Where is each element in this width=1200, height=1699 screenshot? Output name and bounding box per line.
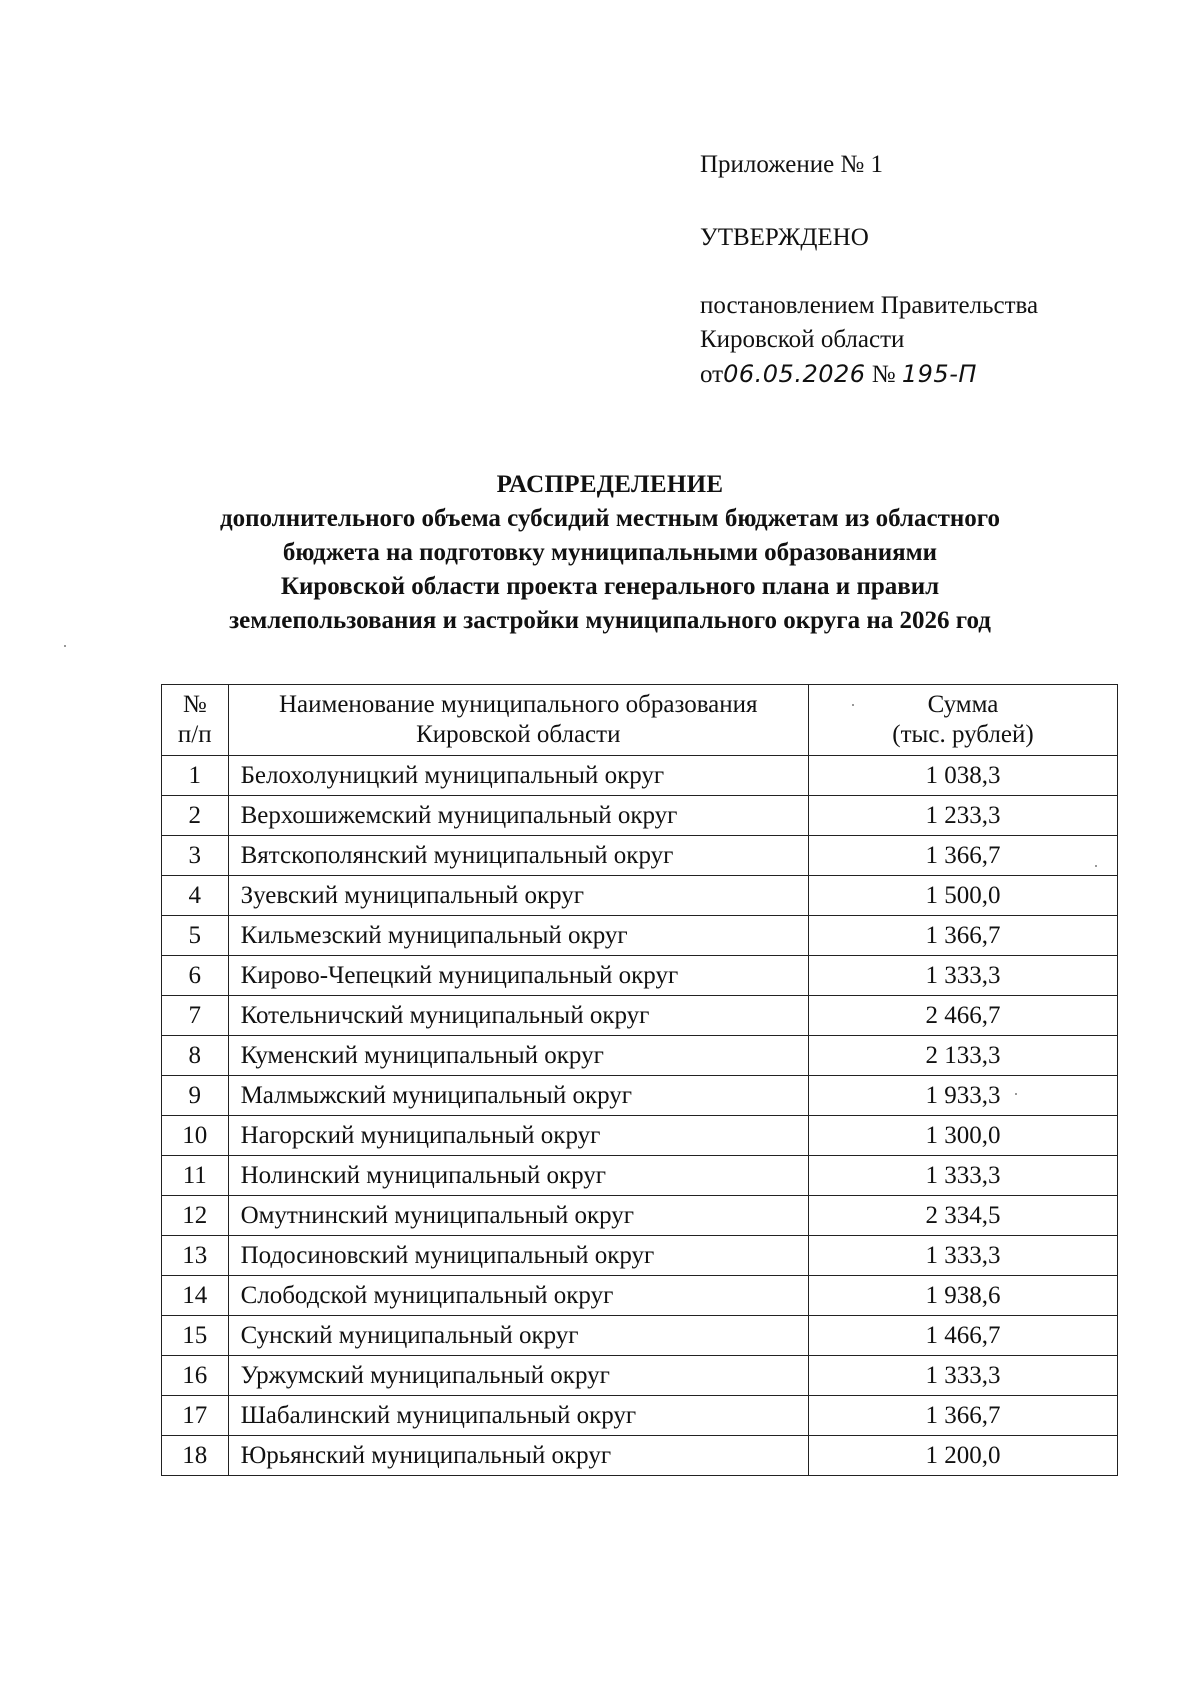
approved-label: УТВЕРЖДЕНО xyxy=(700,224,869,251)
table-row xyxy=(162,876,1118,916)
document-subtitle-line: Кировской области проекта генерального плана и правил xyxy=(280,573,940,600)
table-body xyxy=(162,756,1118,1476)
municipality-name: Подосиновский муниципальный округ xyxy=(228,1236,808,1276)
header-num-line-1: № xyxy=(182,691,207,718)
municipality-name: Зуевский муниципальный округ xyxy=(228,876,808,916)
subsidy-amount: 1 933,3 xyxy=(808,1076,1117,1116)
header-name-cell xyxy=(228,685,808,756)
subsidy-amount: 1 200,0 xyxy=(808,1436,1117,1476)
municipality-name: Верхошижемский муниципальный округ xyxy=(228,796,808,836)
subsidy-amount: 1 333,3 xyxy=(808,956,1117,996)
table-row xyxy=(162,956,1118,996)
municipality-name: Омутнинский муниципальный округ xyxy=(228,1196,808,1236)
decree-line-2: Кировской области xyxy=(700,326,905,353)
table-header-row xyxy=(162,685,1118,756)
table-header xyxy=(162,685,1118,756)
row-number: 12 xyxy=(162,1196,229,1236)
annex-label: Приложение № 1 xyxy=(700,151,884,178)
municipality-name: Вятскополянский муниципальный округ xyxy=(228,836,808,876)
decree-from-label: от xyxy=(700,361,724,388)
header-name-line-2: Кировской области xyxy=(416,721,621,748)
municipality-name: Юрьянский муниципальный округ xyxy=(228,1436,808,1476)
subsidy-amount: 2 334,5 xyxy=(808,1196,1117,1236)
subsidy-amount: 1 233,3 xyxy=(808,796,1117,836)
decree-number-label: № xyxy=(865,361,902,388)
scan-speck xyxy=(64,645,66,647)
header-name-line-1: Наименование муниципального образования xyxy=(278,691,758,718)
municipality-name: Белохолуницкий муниципальный округ xyxy=(228,756,808,796)
municipality-name: Малмыжский муниципальный округ xyxy=(228,1076,808,1116)
row-number: 9 xyxy=(162,1076,229,1116)
decree-reference xyxy=(700,289,1038,392)
table-row xyxy=(162,1116,1118,1156)
table-row xyxy=(162,836,1118,876)
municipality-name: Куменский муниципальный округ xyxy=(228,1036,808,1076)
subsidy-amount: 1 300,0 xyxy=(808,1116,1117,1156)
table-row xyxy=(162,1156,1118,1196)
header-sum-line-1: Сумма xyxy=(927,691,999,718)
decree-date: 06.05.2026 xyxy=(723,360,866,388)
table-row xyxy=(162,1036,1118,1076)
document-title-block xyxy=(150,468,1070,638)
row-number: 4 xyxy=(162,876,229,916)
subsidy-amount: 1 333,3 xyxy=(808,1156,1117,1196)
table-row xyxy=(162,1356,1118,1396)
table-row xyxy=(162,1436,1118,1476)
subsidy-amount: 1 938,6 xyxy=(808,1276,1117,1316)
table-row xyxy=(162,996,1118,1036)
municipality-name: Кирово-Чепецкий муниципальный округ xyxy=(228,956,808,996)
row-number: 17 xyxy=(162,1396,229,1436)
subsidy-amount: 1 333,3 xyxy=(808,1356,1117,1396)
municipality-name: Уржумский муниципальный округ xyxy=(228,1356,808,1396)
row-number: 7 xyxy=(162,996,229,1036)
decree-number: 195-П xyxy=(901,360,977,388)
municipality-name: Котельничский муниципальный округ xyxy=(228,996,808,1036)
header-num-cell xyxy=(162,685,229,756)
row-number: 5 xyxy=(162,916,229,956)
subsidy-amount: 1 366,7 xyxy=(808,836,1117,876)
table-row xyxy=(162,916,1118,956)
municipality-name: Кильмезский муниципальный округ xyxy=(228,916,808,956)
municipality-name: Нагорский муниципальный округ xyxy=(228,1116,808,1156)
document-subtitle-line: бюджета на подготовку муниципальными образованиями xyxy=(282,539,938,566)
decree-line-1: постановлением Правительства xyxy=(700,292,1039,319)
subsidy-amount: 1 333,3 xyxy=(808,1236,1117,1276)
row-number: 13 xyxy=(162,1236,229,1276)
row-number: 14 xyxy=(162,1276,229,1316)
table-row xyxy=(162,1396,1118,1436)
scan-speck xyxy=(1015,1093,1017,1095)
subsidy-amount: 1 038,3 xyxy=(808,756,1117,796)
decree-date-number-line xyxy=(700,357,1038,392)
subsidy-amount: 1 366,7 xyxy=(808,916,1117,956)
header-sum-line-2: (тыс. рублей) xyxy=(892,721,1034,748)
row-number: 10 xyxy=(162,1116,229,1156)
table-row xyxy=(162,756,1118,796)
row-number: 15 xyxy=(162,1316,229,1356)
document-subtitle-line: землепользования и застройки муниципального округа на 2026 год xyxy=(229,607,991,634)
row-number: 16 xyxy=(162,1356,229,1396)
municipality-name: Нолинский муниципальный округ xyxy=(228,1156,808,1196)
table-row xyxy=(162,1236,1118,1276)
scan-speck xyxy=(1095,865,1097,867)
municipality-name: Сунский муниципальный округ xyxy=(228,1316,808,1356)
header-sum-cell xyxy=(808,685,1117,756)
distribution-table xyxy=(161,684,1118,1476)
subsidy-amount: 2 466,7 xyxy=(808,996,1117,1036)
subsidy-amount: 1 366,7 xyxy=(808,1396,1117,1436)
row-number: 8 xyxy=(162,1036,229,1076)
document-title: РАСПРЕДЕЛЕНИЕ xyxy=(496,471,724,498)
row-number: 11 xyxy=(162,1156,229,1196)
table-row xyxy=(162,1316,1118,1356)
scan-speck xyxy=(852,704,854,706)
row-number: 1 xyxy=(162,756,229,796)
municipality-name: Шабалинский муниципальный округ xyxy=(228,1396,808,1436)
document-subtitle-line: дополнительного объема субсидий местным бюджетам из областного xyxy=(219,505,1001,532)
table-row xyxy=(162,796,1118,836)
row-number: 3 xyxy=(162,836,229,876)
subsidy-amount: 1 466,7 xyxy=(808,1316,1117,1356)
table-row xyxy=(162,1196,1118,1236)
table-row xyxy=(162,1076,1118,1116)
municipality-name: Слободской муниципальный округ xyxy=(228,1276,808,1316)
row-number: 2 xyxy=(162,796,229,836)
subsidy-amount: 2 133,3 xyxy=(808,1036,1117,1076)
row-number: 18 xyxy=(162,1436,229,1476)
header-num-line-2: п/п xyxy=(177,721,212,748)
row-number: 6 xyxy=(162,956,229,996)
table-row xyxy=(162,1276,1118,1316)
subsidy-amount: 1 500,0 xyxy=(808,876,1117,916)
